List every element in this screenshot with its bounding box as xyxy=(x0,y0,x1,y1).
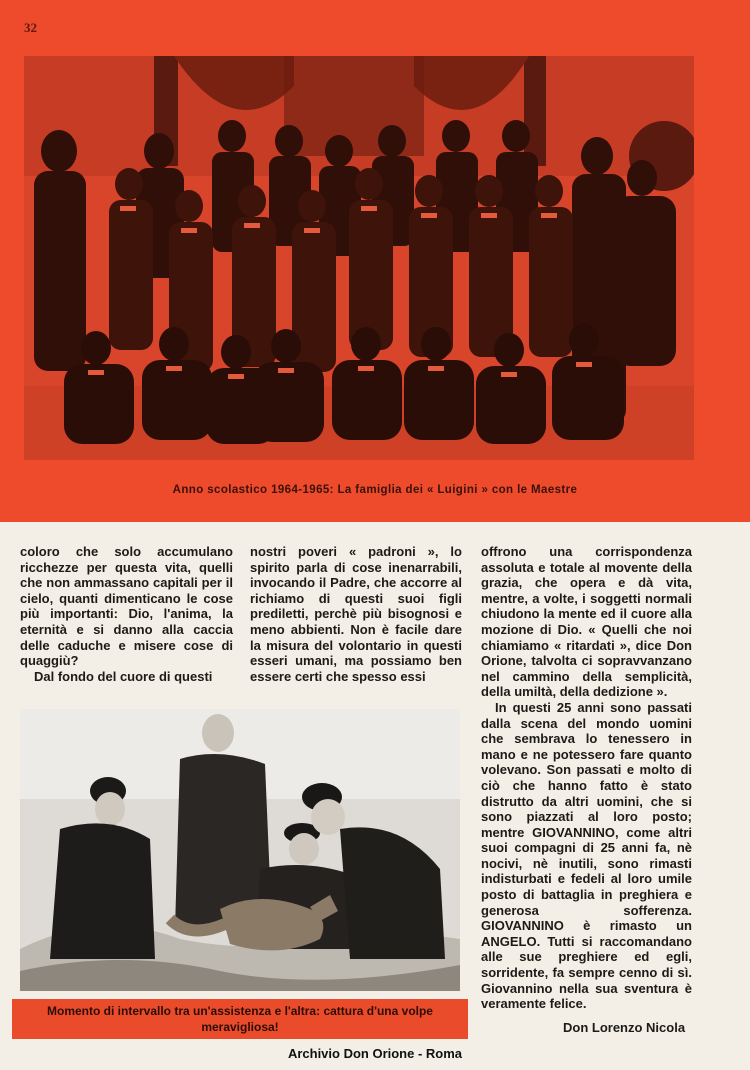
paragraph: Dal fondo del cuore di questi xyxy=(34,668,213,684)
top-photo-caption: Anno scolastico 1964-1965: La famiglia dei « Luigini » con le Maestre xyxy=(172,484,578,496)
paragraph: coloro che solo accumulano ricchezze per questa vita, quelli che non ammassano capitali per il cielo, quanti dimenticano le cose più importanti: Dio, l'anima, la eternità e si danno alla caccia delle caduche e misere cose di quaggiù? xyxy=(20,544,233,669)
paragraph: In questi 25 anni sono passati dalla scena del mondo uomini che sembrava lo tenessero in mano e ne potessero fare quanto volevano. Son passati e molto di ciò che hanno fatto è stato distrutto da altri uomini, che si sono piazzati al loro posto; mentre GIOVANNINO, come altri suoi compagni di 25 anni fa, nè nocivi, nè inutili, sono rimasti indisturbati e fedeli al loro umile posto di battaglia in preghiera e generosa sofferenza. GIOVANNINO è rimasto un ANGELO. Tutti si raccomandano alle sue preghiere ed egli, sorridente, fa sempre cenno di sì. Giovannino nella sua sventura è veramente felice. xyxy=(481,699,692,1012)
article-column-1 xyxy=(20,544,233,684)
paragraph: nostri poveri « padroni », lo spirito parla di cose inenarrabili, invocando il Padre, che accorre al richiamo di questi suoi figli prediletti, perchè più bisognosi e meno abbienti. Non è facile dare la misura del volontario in questi esseri umani, ma possiamo ben essere certi che spesso essi xyxy=(250,544,462,684)
page-number: 32 xyxy=(24,20,37,35)
article-column-3 xyxy=(481,544,692,1012)
paragraph: offrono una corrispondenza assoluta e totale al movente della grazia, che opera e dà vita, mentre, a volte, i soggetti normali chiudono la mente ed il cuore alla mozione di Dio. « Quelli che noi chiamiamo « ritardati », dice Don Orione, talvolta ci sopravvanzano nel cammino della semplicità, della umiltà, della dedizione ». xyxy=(481,544,692,700)
archive-footer: Archivio Don Orione - Roma xyxy=(287,1046,463,1061)
group-photo xyxy=(24,56,694,460)
author-signature: Don Lorenzo Nicola xyxy=(563,1020,686,1035)
fox-photo xyxy=(20,709,460,991)
article-column-2 xyxy=(250,544,462,684)
bottom-photo-caption: Momento di intervallo tra un'assistenza e l'altra: cattura d'una volpe meravigliosa! xyxy=(12,999,468,1039)
